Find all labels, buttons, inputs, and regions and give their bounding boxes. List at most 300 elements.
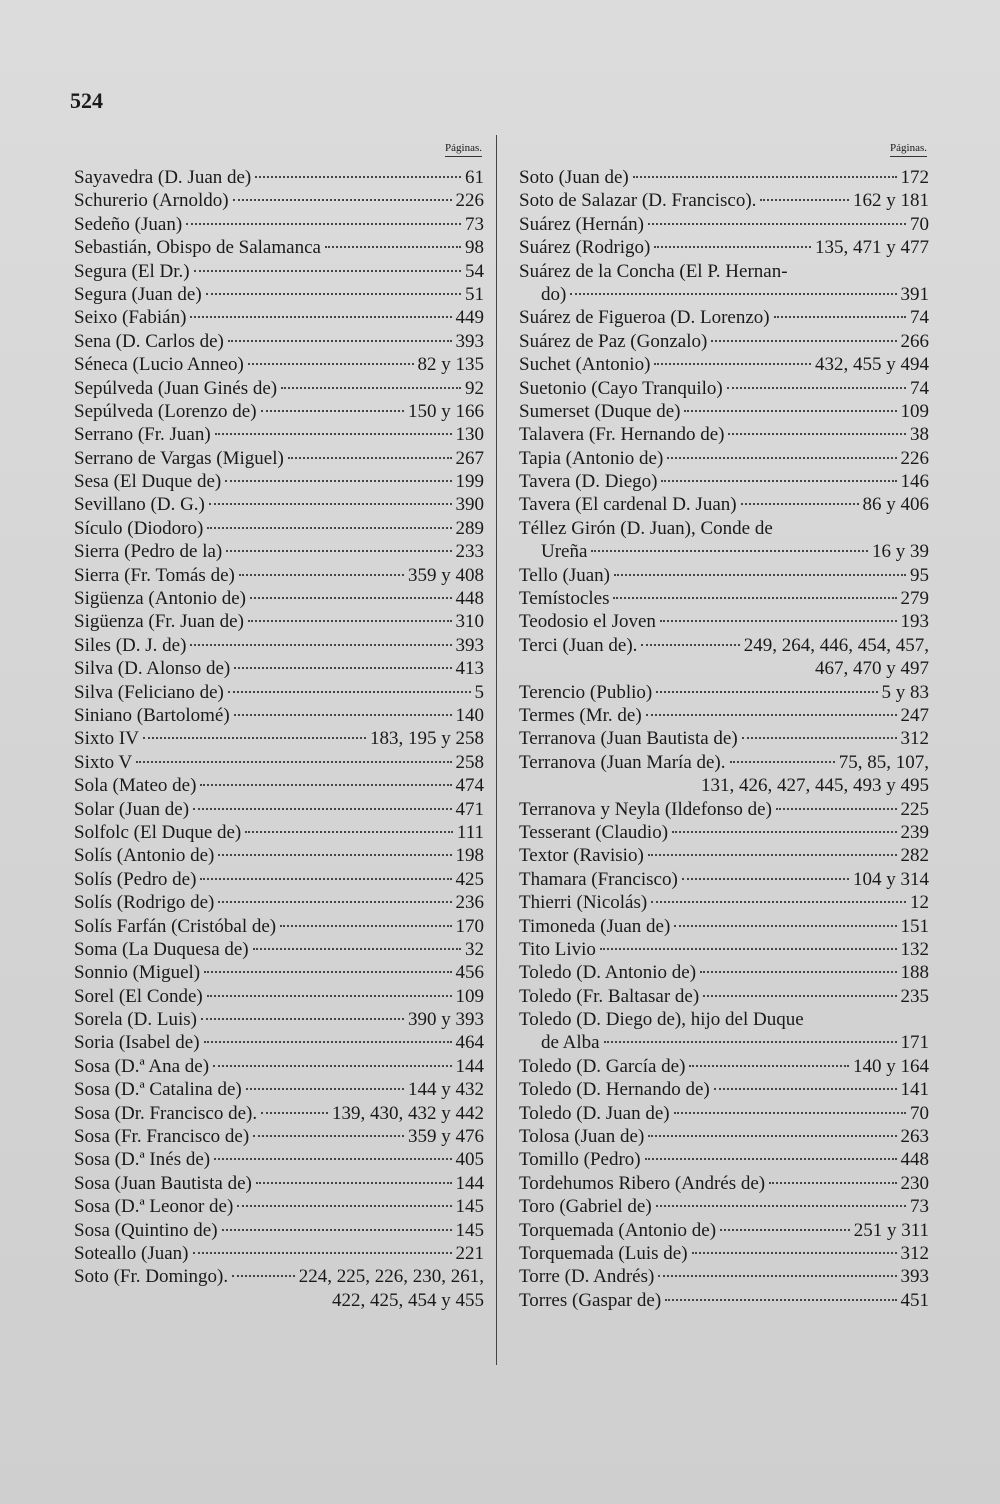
entry-name: Sumerset (Duque de) bbox=[519, 400, 681, 422]
entry-name: Torquemada (Antonio de) bbox=[519, 1219, 717, 1241]
index-entry bbox=[505, 1265, 935, 1288]
entry-pages: 86 y 406 bbox=[862, 494, 929, 516]
entry-name: Téllez Girón (D. Juan), Conde de bbox=[519, 517, 773, 539]
index-entry bbox=[60, 283, 490, 306]
entry-name: Tavera (D. Diego) bbox=[519, 471, 658, 493]
entry-pages: 198 bbox=[455, 845, 484, 867]
dot-leader bbox=[207, 995, 452, 997]
index-entry bbox=[60, 1125, 490, 1148]
entry-pages: 144 bbox=[455, 1172, 484, 1194]
entry-name: Terranova y Neyla (Ildefonso de) bbox=[519, 798, 772, 820]
index-entry bbox=[60, 1031, 490, 1054]
entry-name: Toledo (D. García de) bbox=[519, 1055, 686, 1077]
dot-leader bbox=[200, 878, 451, 880]
entry-name: Sedeño (Juan) bbox=[74, 213, 183, 235]
index-entry bbox=[60, 657, 490, 680]
entry-pages: 456 bbox=[455, 962, 484, 984]
entry-name: Soto (Juan de) bbox=[519, 167, 629, 188]
index-entry bbox=[60, 821, 490, 844]
entry-name: Sorel (El Conde) bbox=[74, 985, 203, 1007]
index-entry bbox=[505, 985, 935, 1008]
dot-leader bbox=[727, 387, 906, 389]
entry-pages: 5 y 83 bbox=[881, 681, 929, 703]
index-entry bbox=[60, 1195, 490, 1218]
entry-pages: 183, 195 y 258 bbox=[370, 728, 484, 750]
right-index-list-d bbox=[505, 681, 935, 775]
dot-leader bbox=[237, 1205, 451, 1207]
pages-heading: Páginas. bbox=[445, 142, 482, 157]
entry-name: Séneca (Lucio Anneo) bbox=[74, 354, 244, 376]
dot-leader bbox=[246, 1088, 404, 1090]
entry-pages: 130 bbox=[455, 424, 484, 446]
dot-leader bbox=[728, 433, 906, 435]
dot-leader bbox=[720, 1229, 850, 1231]
entry-name: Schurerio (Arnoldo) bbox=[74, 190, 229, 212]
entry-pages: 82 y 135 bbox=[417, 354, 484, 376]
entry-name: Sixto V bbox=[74, 751, 133, 773]
dot-leader bbox=[658, 1275, 896, 1277]
entry-pages: 170 bbox=[455, 915, 484, 937]
entry-name: Sixto IV bbox=[74, 728, 139, 750]
entry-name: Toledo (D. Hernando de) bbox=[519, 1079, 710, 1101]
dot-leader bbox=[656, 691, 877, 693]
right-index-list-b bbox=[505, 306, 935, 540]
entry-pages: 282 bbox=[900, 845, 929, 867]
entry-pages: 247 bbox=[900, 704, 929, 726]
entry-name: Tello (Juan) bbox=[519, 564, 611, 586]
index-entry bbox=[505, 610, 935, 633]
entry-pages: 230 bbox=[900, 1172, 929, 1194]
entry-pages: 144 y 432 bbox=[408, 1079, 484, 1101]
entry-name: Sonnio (Miguel) bbox=[74, 962, 201, 984]
index-entry bbox=[505, 844, 935, 867]
entry-pages: 251 y 311 bbox=[853, 1219, 929, 1241]
index-entry bbox=[505, 260, 935, 283]
dot-leader bbox=[769, 1182, 896, 1184]
index-entry bbox=[60, 236, 490, 259]
dot-leader bbox=[215, 433, 452, 435]
dot-leader bbox=[654, 363, 811, 365]
dot-leader bbox=[255, 176, 461, 178]
entry-pages: 263 bbox=[900, 1126, 929, 1148]
dot-leader bbox=[741, 503, 859, 505]
entry-name: Soma (La Duquesa de) bbox=[74, 938, 249, 960]
entry-pages: 312 bbox=[900, 728, 929, 750]
entry-pages: 95 bbox=[910, 564, 929, 586]
index-entry bbox=[505, 798, 935, 821]
entry-name: Silva (Feliciano de) bbox=[74, 681, 224, 703]
dot-leader bbox=[194, 270, 461, 272]
index-entry bbox=[505, 470, 935, 493]
index-entry bbox=[505, 1195, 935, 1218]
entry-pages: 75, 85, 107, bbox=[838, 751, 929, 773]
index-entry bbox=[505, 587, 935, 610]
index-entry bbox=[60, 564, 490, 587]
entry-pages: 393 bbox=[900, 1266, 929, 1288]
index-entry bbox=[60, 470, 490, 493]
dot-leader bbox=[645, 1158, 897, 1160]
entry-name: Silva (D. Alonso de) bbox=[74, 658, 231, 680]
dot-leader bbox=[201, 1018, 404, 1020]
index-entry bbox=[505, 517, 935, 540]
entry-continuation bbox=[505, 283, 935, 306]
entry-name: Toledo (D. Juan de) bbox=[519, 1102, 670, 1124]
entry-pages: 448 bbox=[900, 1149, 929, 1171]
dot-leader bbox=[651, 901, 906, 903]
index-entry bbox=[60, 681, 490, 704]
entry-pages: 235 bbox=[900, 985, 929, 1007]
continuation-text: de Alba bbox=[541, 1032, 600, 1054]
dot-leader bbox=[193, 1252, 452, 1254]
dot-leader bbox=[648, 1135, 896, 1137]
continuation-text: do) bbox=[541, 283, 567, 305]
page-number: 524 bbox=[70, 88, 103, 113]
dot-leader bbox=[245, 831, 453, 833]
entry-pages: 221 bbox=[455, 1242, 484, 1264]
entry-pages: 390 y 393 bbox=[408, 1009, 484, 1031]
entry-name: Torquemada (Luis de) bbox=[519, 1242, 688, 1264]
dot-leader bbox=[280, 925, 451, 927]
index-entry bbox=[505, 1102, 935, 1125]
entry-pages: 70 bbox=[910, 1102, 929, 1124]
dot-leader bbox=[226, 550, 451, 552]
entry-name: Torres (Gaspar de) bbox=[519, 1289, 662, 1311]
dot-leader bbox=[207, 527, 451, 529]
entry-name: Suárez de Paz (Gonzalo) bbox=[519, 330, 708, 352]
entry-name: Solís (Antonio de) bbox=[74, 845, 215, 867]
index-entry bbox=[60, 751, 490, 774]
index-entry bbox=[505, 564, 935, 587]
index-entry bbox=[505, 821, 935, 844]
entry-continuation bbox=[505, 540, 935, 563]
entry-pages: 471 bbox=[455, 798, 484, 820]
index-entry bbox=[505, 1008, 935, 1031]
dot-leader bbox=[248, 620, 452, 622]
dot-leader bbox=[218, 854, 451, 856]
entry-pages: 225 bbox=[900, 798, 929, 820]
entry-name: Toledo (Fr. Baltasar de) bbox=[519, 985, 700, 1007]
entry-name: Thierri (Nicolás) bbox=[519, 892, 648, 914]
index-entry bbox=[505, 400, 935, 423]
entry-name: Sola (Mateo de) bbox=[74, 775, 197, 797]
index-entry bbox=[60, 423, 490, 446]
entry-pages: 111 bbox=[456, 821, 484, 843]
entry-name: Sosa (Quintino de) bbox=[74, 1219, 218, 1241]
index-entry bbox=[505, 634, 935, 657]
entry-pages: 312 bbox=[900, 1242, 929, 1264]
dot-leader bbox=[641, 644, 739, 646]
entry-pages: 393 bbox=[455, 330, 484, 352]
entry-pages: 92 bbox=[465, 377, 484, 399]
dot-leader bbox=[760, 199, 849, 201]
entry-name: Toro (Gabriel de) bbox=[519, 1196, 652, 1218]
dot-leader bbox=[674, 1112, 906, 1114]
left-column bbox=[60, 130, 490, 1312]
index-entry bbox=[60, 1078, 490, 1101]
dot-leader bbox=[656, 1205, 906, 1207]
entry-continuation: 422, 425, 454 y 455 bbox=[332, 1289, 484, 1311]
entry-pages: 449 bbox=[455, 307, 484, 329]
entry-name: Serrano (Fr. Juan) bbox=[74, 424, 211, 446]
right-column-header bbox=[505, 130, 935, 166]
dot-leader bbox=[233, 199, 452, 201]
dot-leader bbox=[742, 737, 897, 739]
entry-pages: 359 y 476 bbox=[408, 1126, 484, 1148]
entry-pages: 193 bbox=[900, 611, 929, 633]
entry-pages: 150 y 166 bbox=[408, 400, 484, 422]
right-index-list-c bbox=[505, 564, 935, 658]
index-entry bbox=[60, 540, 490, 563]
index-entry bbox=[60, 891, 490, 914]
index-entry bbox=[505, 1289, 935, 1312]
entry-pages: 393 bbox=[455, 634, 484, 656]
entry-name: Sigüenza (Fr. Juan de) bbox=[74, 611, 244, 633]
index-entry bbox=[60, 517, 490, 540]
dot-leader bbox=[206, 293, 461, 295]
dot-leader bbox=[261, 1112, 328, 1114]
entry-name: Soteallo (Juan) bbox=[74, 1242, 189, 1264]
entry-name: Sena (D. Carlos de) bbox=[74, 330, 224, 352]
entry-pages: 73 bbox=[910, 1196, 929, 1218]
dot-leader bbox=[253, 1135, 404, 1137]
index-entry bbox=[60, 938, 490, 961]
entry-name: Suárez (Hernán) bbox=[519, 213, 645, 235]
entry-name: Suchet (Antonio) bbox=[519, 354, 651, 376]
entry-name: Solar (Juan de) bbox=[74, 798, 190, 820]
dot-leader bbox=[234, 667, 451, 669]
index-entry bbox=[60, 493, 490, 516]
index-entry bbox=[60, 868, 490, 891]
entry-name: Sepúlveda (Juan Ginés de) bbox=[74, 377, 278, 399]
entry-pages: 139, 430, 432 y 442 bbox=[332, 1102, 484, 1124]
entry-name: Sigüenza (Antonio de) bbox=[74, 588, 247, 610]
index-entry bbox=[505, 1055, 935, 1078]
index-entry bbox=[505, 868, 935, 891]
entry-name: Solís (Pedro de) bbox=[74, 868, 197, 890]
entry-pages: 151 bbox=[900, 915, 929, 937]
entry-name: Sorela (D. Luis) bbox=[74, 1009, 197, 1031]
index-entry bbox=[60, 634, 490, 657]
entry-continuation: 467, 470 y 497 bbox=[815, 658, 929, 680]
dot-leader bbox=[193, 808, 451, 810]
entry-pages: 432, 455 y 494 bbox=[815, 354, 929, 376]
entry-pages: 70 bbox=[910, 213, 929, 235]
dot-leader bbox=[190, 644, 451, 646]
index-entry bbox=[505, 493, 935, 516]
entry-pages: 12 bbox=[910, 892, 929, 914]
entry-name: Sierra (Pedro de la) bbox=[74, 541, 223, 563]
entry-pages: 233 bbox=[455, 541, 484, 563]
dot-leader bbox=[613, 597, 896, 599]
right-index-list-a bbox=[505, 166, 935, 283]
entry-continuation: 131, 426, 427, 445, 493 y 495 bbox=[701, 775, 929, 797]
dot-leader bbox=[288, 457, 452, 459]
index-entry bbox=[505, 681, 935, 704]
entry-name: Suetonio (Cayo Tranquilo) bbox=[519, 377, 723, 399]
dot-leader bbox=[714, 1088, 897, 1090]
entry-name: Terci (Juan de). bbox=[519, 634, 638, 656]
entry-name: Suárez de la Concha (El P. Hernan- bbox=[519, 260, 788, 282]
entry-pages: 425 bbox=[455, 868, 484, 890]
index-entry bbox=[60, 774, 490, 797]
entry-pages: 413 bbox=[455, 658, 484, 680]
entry-pages: 390 bbox=[455, 494, 484, 516]
entry-name: Siles (D. J. de) bbox=[74, 634, 187, 656]
entry-pages: 451 bbox=[900, 1289, 929, 1311]
entry-name: Sayavedra (D. Juan de) bbox=[74, 167, 252, 188]
index-entry bbox=[505, 938, 935, 961]
dot-leader bbox=[661, 480, 896, 482]
dot-leader bbox=[604, 1041, 897, 1043]
index-entry bbox=[505, 377, 935, 400]
index-entry bbox=[505, 751, 935, 774]
entry-name: Thamara (Francisco) bbox=[519, 868, 678, 890]
entry-name: Terranova (Juan María de). bbox=[519, 751, 726, 773]
dot-leader bbox=[186, 223, 461, 225]
right-index-list-f bbox=[505, 1055, 935, 1312]
entry-pages: 140 y 164 bbox=[853, 1055, 929, 1077]
entry-name: Toledo (D. Diego de), hijo del Duque bbox=[519, 1009, 804, 1031]
entry-pages: 140 bbox=[455, 704, 484, 726]
dot-leader bbox=[665, 1299, 896, 1301]
index-entry bbox=[60, 166, 490, 189]
entry-pages: 73 bbox=[465, 213, 484, 235]
right-column bbox=[505, 130, 935, 1312]
index-entry bbox=[60, 1148, 490, 1171]
dot-leader bbox=[689, 1065, 849, 1067]
dot-leader bbox=[660, 620, 897, 622]
index-entry bbox=[505, 1148, 935, 1171]
entry-name: Terencio (Publio) bbox=[519, 681, 653, 703]
entry-pages: 74 bbox=[910, 377, 929, 399]
index-entry bbox=[505, 915, 935, 938]
dot-leader bbox=[225, 480, 451, 482]
dot-leader bbox=[222, 1229, 452, 1231]
index-entry bbox=[60, 1265, 490, 1288]
entry-name: Temístocles bbox=[519, 588, 610, 610]
entry-name: Tapia (Antonio de) bbox=[519, 447, 664, 469]
index-entry bbox=[505, 727, 935, 750]
entry-name: Talavera (Fr. Hernando de) bbox=[519, 424, 725, 446]
entry-pages: 32 bbox=[465, 938, 484, 960]
index-entry bbox=[505, 330, 935, 353]
dot-leader bbox=[633, 176, 897, 178]
index-entry bbox=[505, 1125, 935, 1148]
entry-name: Sosa (Fr. Francisco de) bbox=[74, 1126, 250, 1148]
entry-continuation bbox=[505, 1031, 935, 1054]
dot-leader bbox=[204, 1041, 452, 1043]
entry-name: Solfolc (El Duque de) bbox=[74, 821, 242, 843]
entry-pages: 267 bbox=[455, 447, 484, 469]
entry-name: Sepúlveda (Lorenzo de) bbox=[74, 400, 257, 422]
dot-leader bbox=[218, 901, 451, 903]
dot-leader bbox=[654, 246, 811, 248]
index-entry bbox=[60, 1055, 490, 1078]
dot-leader bbox=[228, 691, 471, 693]
dot-leader bbox=[256, 1182, 452, 1184]
entry-name: Sosa (Juan Bautista de) bbox=[74, 1172, 252, 1194]
entry-name: Tesserant (Claudio) bbox=[519, 821, 669, 843]
index-entry bbox=[60, 353, 490, 376]
dot-leader bbox=[570, 293, 896, 295]
continuation-text: Ureña bbox=[541, 541, 588, 563]
entry-pages: 249, 264, 446, 454, 457, bbox=[743, 634, 929, 656]
dot-leader bbox=[232, 1275, 295, 1277]
index-entry bbox=[505, 447, 935, 470]
entry-name: Solís (Rodrigo de) bbox=[74, 892, 215, 914]
dot-leader bbox=[190, 316, 451, 318]
entry-name: Textor (Ravisio) bbox=[519, 845, 644, 867]
entry-pages: 448 bbox=[455, 588, 484, 610]
dot-leader bbox=[774, 316, 906, 318]
dot-leader bbox=[646, 714, 897, 716]
dot-leader bbox=[684, 410, 896, 412]
entry-pages: 145 bbox=[455, 1219, 484, 1241]
entry-name: Tavera (El cardenal D. Juan) bbox=[519, 494, 737, 516]
entry-name: Torre (D. Andrés) bbox=[519, 1266, 655, 1288]
index-entry bbox=[60, 1102, 490, 1125]
entry-name: Sosa (D.ª Ana de) bbox=[74, 1055, 210, 1077]
entry-pages: 132 bbox=[900, 938, 929, 960]
entry-name: Siniano (Bartolomé) bbox=[74, 704, 230, 726]
entry-pages: 474 bbox=[455, 775, 484, 797]
dot-leader bbox=[614, 574, 906, 576]
entry-name: Teodosio el Joven bbox=[519, 611, 656, 633]
entry-name: Tomillo (Pedro) bbox=[519, 1149, 641, 1171]
index-entry bbox=[60, 727, 490, 750]
dot-leader bbox=[143, 737, 366, 739]
index-entry bbox=[60, 985, 490, 1008]
index-entry bbox=[505, 1219, 935, 1242]
pages-heading: Páginas. bbox=[890, 142, 927, 157]
dot-leader bbox=[682, 878, 849, 880]
index-entry bbox=[60, 1172, 490, 1195]
entry-name: Toledo (D. Antonio de) bbox=[519, 962, 697, 984]
entry-pages: 98 bbox=[465, 237, 484, 259]
entry-pages: 144 bbox=[455, 1055, 484, 1077]
dot-leader bbox=[214, 1158, 451, 1160]
dot-leader bbox=[700, 971, 896, 973]
entry-pages: 74 bbox=[910, 307, 929, 329]
entry-pages: 162 y 181 bbox=[853, 190, 929, 212]
entry-name: Terranova (Juan Bautista de) bbox=[519, 728, 738, 750]
left-index-list bbox=[60, 166, 490, 1289]
index-entry bbox=[60, 377, 490, 400]
index-entry bbox=[60, 260, 490, 283]
entry-name: Suárez de Figueroa (D. Lorenzo) bbox=[519, 307, 770, 329]
column-divider bbox=[496, 135, 497, 1365]
index-entry bbox=[60, 961, 490, 984]
entry-name: Soto (Fr. Domingo). bbox=[74, 1266, 229, 1288]
dot-leader bbox=[213, 1065, 451, 1067]
entry-pages: 51 bbox=[465, 283, 484, 305]
entry-pages: 146 bbox=[900, 471, 929, 493]
index-entry bbox=[60, 306, 490, 329]
entry-name: Soto de Salazar (D. Francisco). bbox=[519, 190, 757, 212]
dot-leader bbox=[703, 995, 896, 997]
right-index-list-e bbox=[505, 798, 935, 1032]
continuation-pages: 391 bbox=[900, 283, 929, 305]
index-entry bbox=[505, 189, 935, 212]
entry-name: Termes (Mr. de) bbox=[519, 704, 642, 726]
entry-pages: 54 bbox=[465, 260, 484, 282]
entry-name: Tito Livio bbox=[519, 938, 596, 960]
index-entry bbox=[505, 166, 935, 189]
dot-leader bbox=[730, 761, 835, 763]
index-entry bbox=[505, 353, 935, 376]
dot-leader bbox=[325, 246, 461, 248]
entry-pages: 199 bbox=[455, 471, 484, 493]
